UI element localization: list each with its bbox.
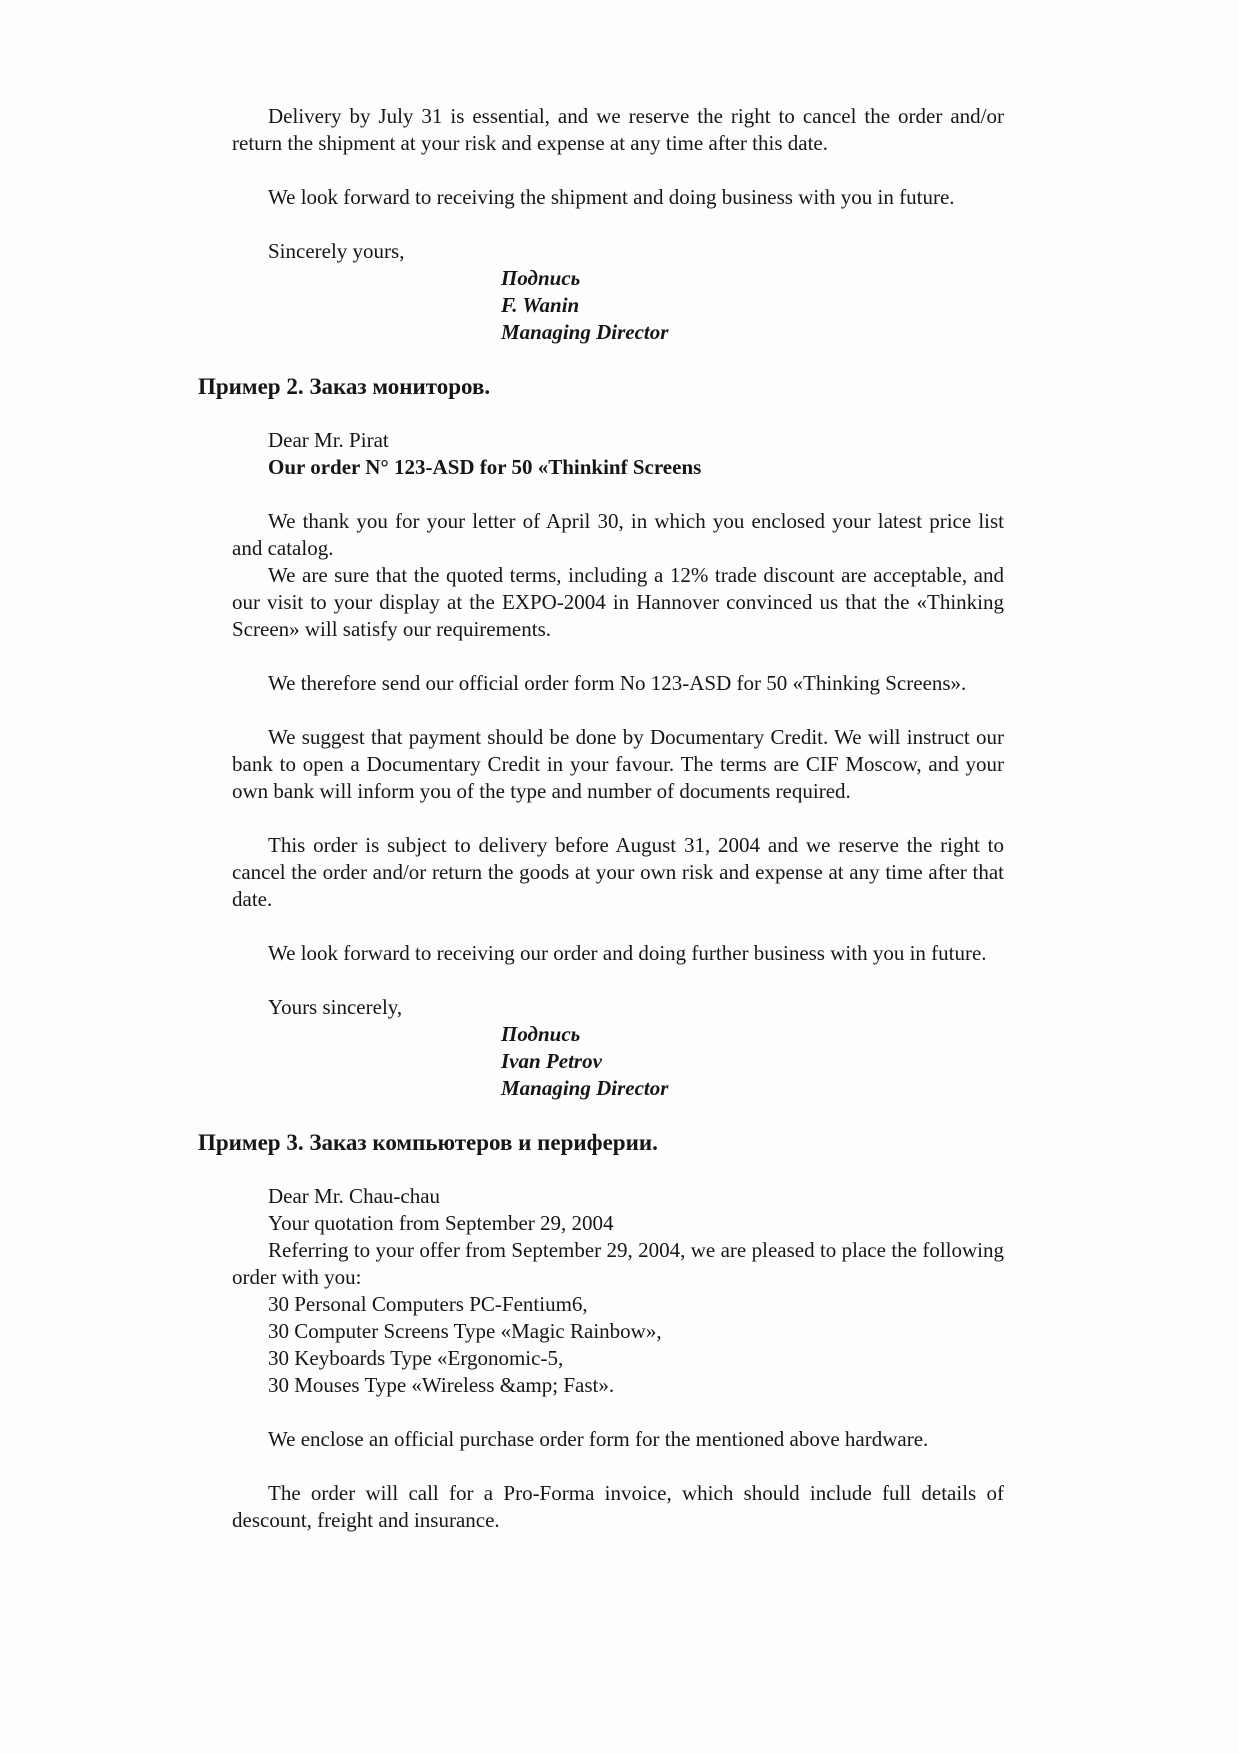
paragraph-thank: We thank you for your letter of April 30, in which you enclosed your latest price list and catalog. (232, 509, 1004, 560)
document-content (198, 103, 1004, 1534)
paragraph-delivery-deadline: This order is subject to delivery before August 31, 2004 and we reserve the right to cancel the order and/or return the goods at your own risk and expense at any time after that date. (232, 833, 1004, 911)
example2-heading: Пример 2. Заказ мониторов. (198, 374, 491, 399)
signer-title: Managing Director (501, 320, 669, 344)
paragraph-proforma: The order will call for a Pro-Forma invoice, which should include full details of descount, freight and insurance. (232, 1481, 1004, 1532)
letter1-ending-section (198, 103, 1004, 346)
order-item: 30 Keyboards Type «Ergonomic-5, (268, 1346, 564, 1370)
order-item: 30 Mouses Type «Wireless &amp; Fast». (268, 1373, 615, 1397)
order-item: 30 Personal Computers PC-Fentium6, (268, 1292, 588, 1316)
signature-note: Подпись (501, 1022, 581, 1046)
closing-line: Sincerely yours, (268, 239, 405, 263)
salutation-line: Dear Mr. Pirat (268, 428, 389, 452)
signature-block (501, 265, 1004, 346)
order-item: 30 Computer Screens Type «Magic Rainbow», (268, 1319, 662, 1343)
example3-section (198, 1129, 1004, 1534)
paragraph-look-forward: We look forward to receiving our order and doing further business with you in future. (268, 941, 987, 965)
example2-section (198, 373, 1004, 1102)
signer-name: F. Wanin (501, 293, 580, 317)
paragraph-delivery-terms: Delivery by July 31 is essential, and we reserve the right to cancel the order and/or return the shipment at your risk and expense at any time after this date. (232, 104, 1004, 155)
paragraph-payment: We suggest that payment should be done by Documentary Credit. We will instruct our bank to open a Documentary Credit in your favour. The terms are CIF Moscow, and your own bank will inform you of the type and number of documents required. (232, 725, 1004, 803)
salutation-line: Dear Mr. Chau-chau (268, 1184, 441, 1208)
signature-note: Подпись (501, 266, 581, 290)
order-subject-line: Our order N° 123-ASD for 50 «Thinkinf Screens (268, 455, 702, 479)
paragraph-referring: Referring to your offer from September 29, 2004, we are pleased to place the following order with you: (232, 1238, 1004, 1289)
signature-block (501, 1021, 1004, 1102)
paragraph-quoted-terms: We are sure that the quoted terms, including a 12% trade discount are acceptable, and our visit to your display at the EXPO-2004 in Hannover convinced us that the «Thinking Screen» will satisfy our requirements. (232, 563, 1004, 641)
paragraph-enclose: We enclose an official purchase order form for the mentioned above hardware. (268, 1427, 929, 1451)
order-items-list (198, 1291, 1004, 1399)
signer-title: Managing Director (501, 1076, 669, 1100)
signer-name: Ivan Petrov (501, 1049, 602, 1073)
paragraph-look-forward: We look forward to receiving the shipment and doing business with you in future. (268, 185, 955, 209)
quotation-reference-line: Your quotation from September 29, 2004 (268, 1211, 614, 1235)
example3-heading: Пример 3. Заказ компьютеров и периферии. (198, 1130, 658, 1155)
paragraph-order-form: We therefore send our official order form No 123-ASD for 50 «Thinking Screens». (268, 671, 967, 695)
closing-line: Yours sincerely, (268, 995, 403, 1019)
